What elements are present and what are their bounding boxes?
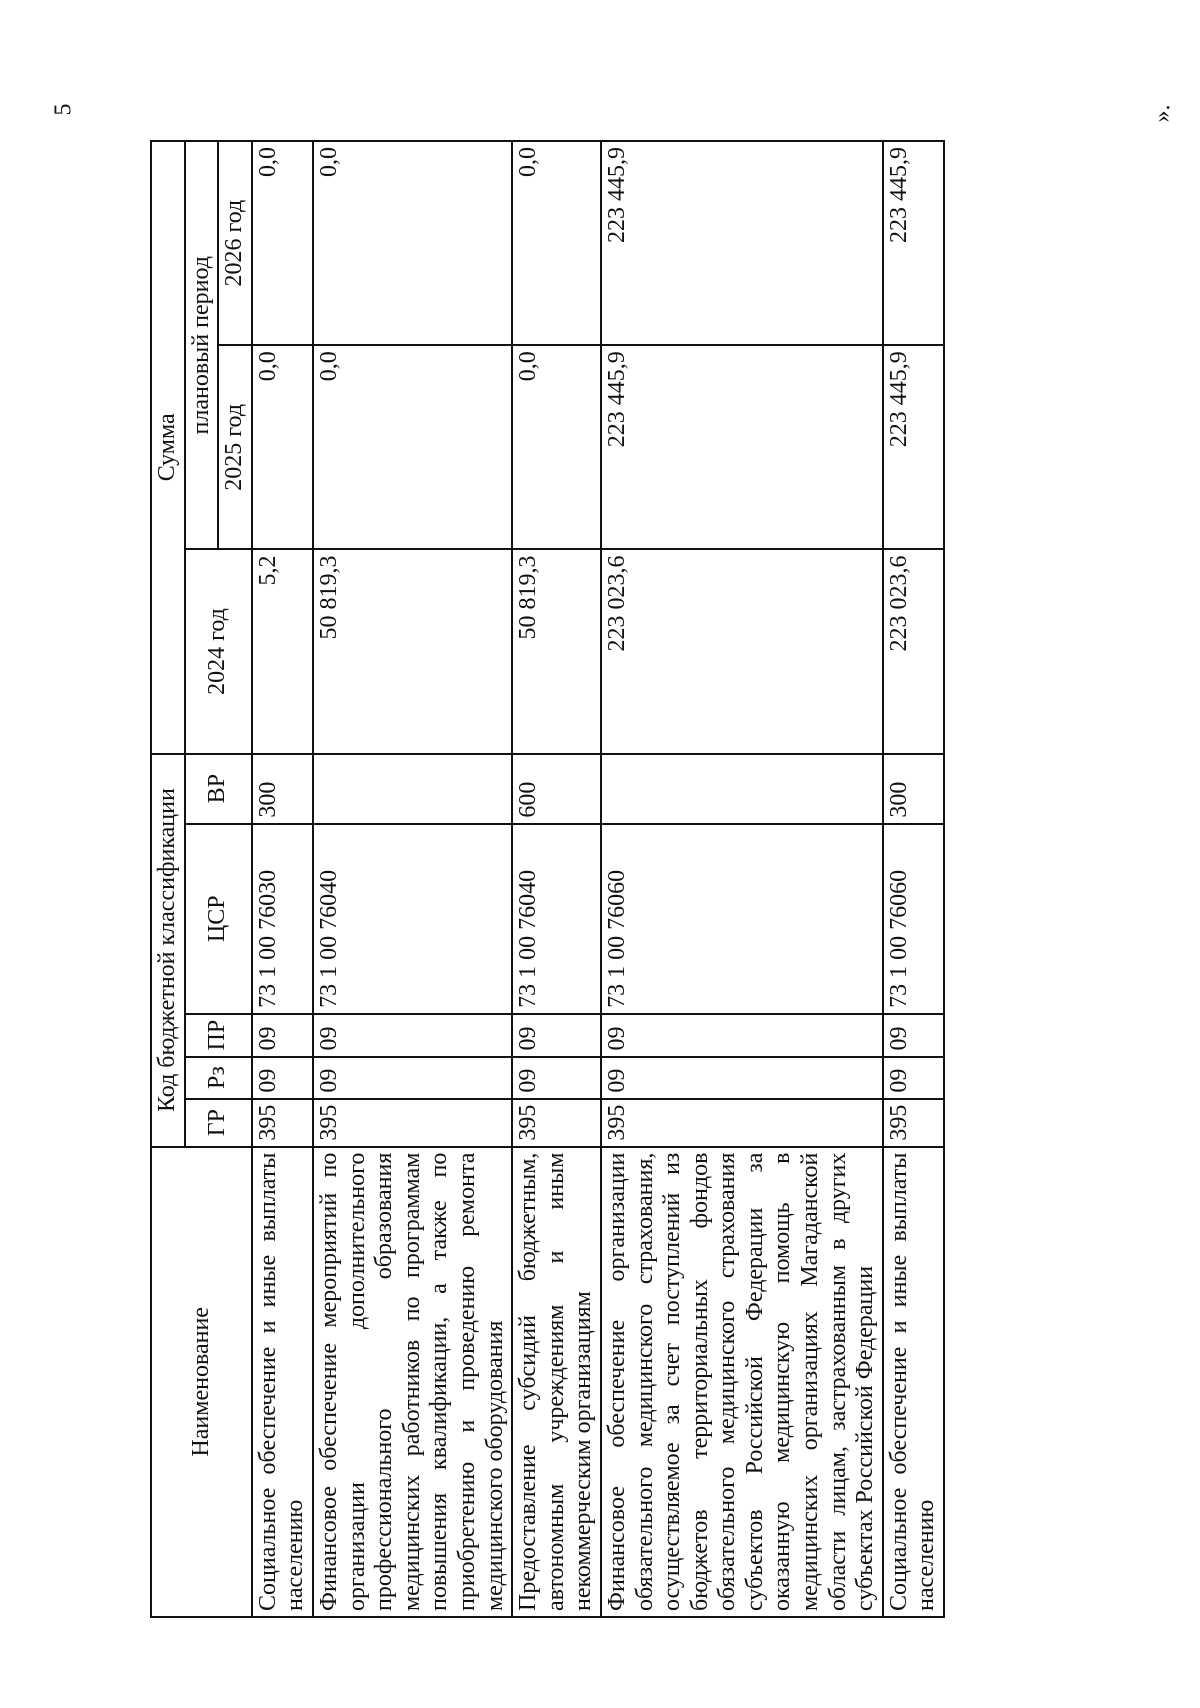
cell-y2025: 223 445,9 [883,345,944,549]
header-2025: 2025 год [218,345,252,549]
cell-y2026: 0,0 [512,141,601,345]
cell-y2025: 0,0 [512,345,601,549]
cell-y2026: 0,0 [252,141,313,345]
header-pr: ПР [185,1014,252,1057]
header-gr: ГР [185,1099,252,1147]
cell-name: Социальное обеспечение и иные выплаты населению [883,1147,944,1617]
cell-y2026: 223 445,9 [601,141,883,345]
cell-gr: 395 [601,1099,883,1147]
header-code-group: Код бюджетной классификации [151,754,185,1147]
header-vr: ВР [185,754,252,824]
closing-mark: ». [1149,104,1176,123]
cell-rz: 09 [601,1057,883,1099]
cell-gr: 395 [512,1099,601,1147]
cell-vr: 300 [883,754,944,824]
cell-pr: 09 [601,1014,883,1057]
cell-vr: 300 [252,754,313,824]
rotated-table-wrapper [150,140,1200,1611]
cell-csr: 73 1 00 76040 [512,824,601,1014]
cell-name: Финансовое обеспечение организации обязательного медицинского страхования, осуществляемое за счет поступлений из бюджетов территориальных фондов обязательного медицинского страхования субъектов Российской Федерации за оказанную медицинскую помощь в медицинских организациях Магаданской области лицам, застрахованным в других субъектах Российской Федерации [601,1147,883,1617]
cell-gr: 395 [252,1099,313,1147]
cell-rz: 09 [252,1057,313,1099]
rotated-table-frame [150,140,1038,1618]
cell-rz: 09 [512,1057,601,1099]
cell-name: Финансовое обеспечение мероприятий по организации дополнительного профессионального образования медицинских работников по программам повышения квалификации, а также по приобретению и проведению ремонта медицинского оборудования [313,1147,512,1617]
cell-y2024: 223 023,6 [883,549,944,753]
cell-pr: 09 [512,1014,601,1057]
cell-gr: 395 [313,1099,512,1147]
header-2026: 2026 год [218,141,252,345]
page-number: 5 [50,103,77,116]
cell-csr: 73 1 00 76060 [601,824,883,1014]
cell-y2025: 0,0 [313,345,512,549]
header-2024: 2024 год [185,549,252,753]
header-name: Наименование [151,1147,252,1617]
table-row [601,141,883,1617]
cell-vr: 600 [512,754,601,824]
table-row [883,141,944,1617]
cell-csr: 73 1 00 76060 [883,824,944,1014]
cell-y2024: 50 819,3 [512,549,601,753]
cell-y2025: 0,0 [252,345,313,549]
cell-vr [601,754,883,824]
cell-pr: 09 [252,1014,313,1057]
header-planned: плановый период [185,141,219,549]
cell-csr: 73 1 00 76030 [252,824,313,1014]
cell-pr: 09 [313,1014,512,1057]
cell-y2026: 223 445,9 [883,141,944,345]
cell-rz: 09 [313,1057,512,1099]
cell-pr: 09 [883,1014,944,1057]
budget-table [150,140,945,1618]
cell-rz: 09 [883,1057,944,1099]
cell-y2024: 50 819,3 [313,549,512,753]
cell-csr: 73 1 00 76040 [313,824,512,1014]
cell-gr: 395 [883,1099,944,1147]
header-rz: Рз [185,1057,252,1099]
cell-vr [313,754,512,824]
cell-y2024: 223 023,6 [601,549,883,753]
table-row [512,141,601,1617]
cell-name: Социальное обеспечение и иные выплаты населению [252,1147,313,1617]
header-csr: ЦСР [185,824,252,1014]
table-row [252,141,313,1617]
cell-y2025: 223 445,9 [601,345,883,549]
cell-y2026: 0,0 [313,141,512,345]
table-row [313,141,512,1617]
cell-name: Предоставление субсидий бюджетным, автономным учреждениям и иным некоммерческим организациям [512,1147,601,1617]
cell-y2024: 5,2 [252,549,313,753]
header-sum: Сумма [151,141,185,754]
